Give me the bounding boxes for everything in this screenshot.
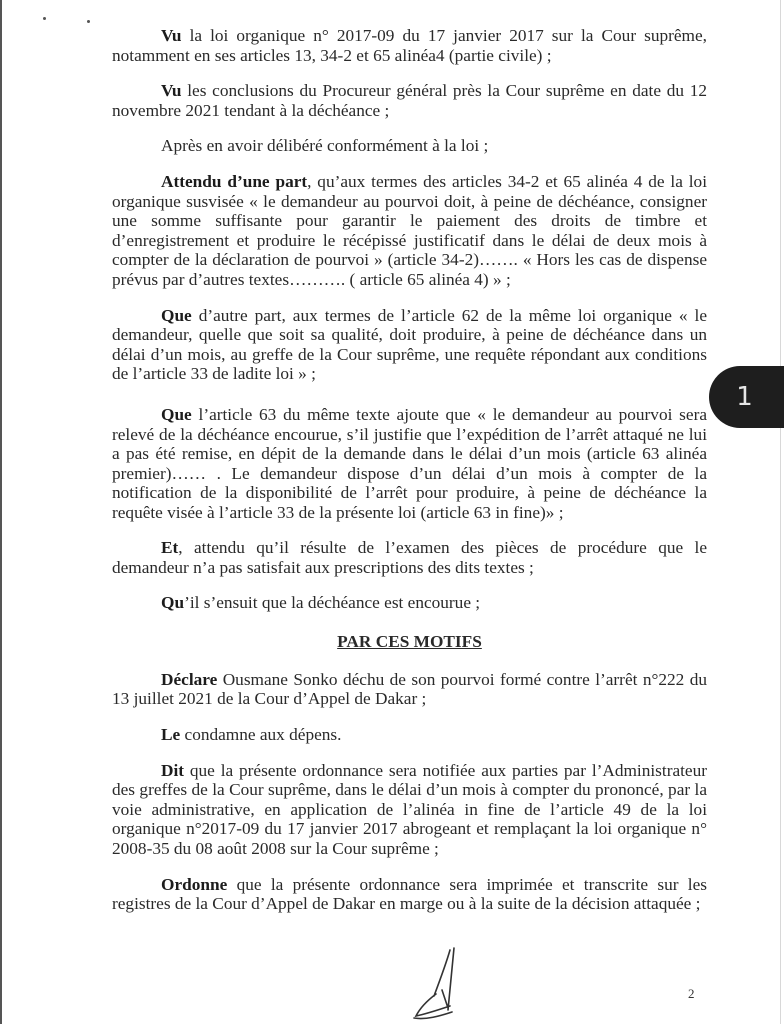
dispositif-ordonne (112, 875, 707, 914)
paragraph-lead: Le (161, 725, 181, 745)
paragraph-qu-il-s-ensuit (112, 593, 707, 613)
paragraph-apres-delibere (112, 136, 707, 156)
paragraph-lead: Vu (161, 26, 182, 45)
paragraph-text: , attendu qu’il résulte de l’examen des pièces de procédure que le demandeur n’a pas satisfait aux prescriptions des dits textes ; (112, 538, 707, 578)
document-page (112, 26, 707, 930)
paragraph-lead: Vu (161, 81, 182, 101)
paragraph-text: , qu’aux termes des articles 34-2 et 65 alinéa 4 de la loi organique susvisée « le demandeur au pourvoi doit, à peine de déchéance, consigner une somme suffisante pour garantir le paiement des droits de timbre et d’enregistrement et produire le récépissé justificatif dans le délai de deux mois à compter de la déclaration de pourvoi » (article 34-2)……. « Hors les cas de dispense prévus par d’autres textes………. ( article 65 alinéa 4) » ; (112, 171, 707, 289)
paragraph-lead: Ordonne (161, 874, 228, 894)
paragraph-lead: Que (161, 404, 192, 424)
paragraph-text: d’autre part, aux termes de l’article 62 de la même loi organique « le demandeur, quelle que soit sa qualité, doit produire, à peine de déchéance dans un délai d’un mois, au greffe de la Cour suprême, une requête répondant aux conditions de l’article 33 de ladite loi » ; (112, 305, 707, 384)
dispositif-dit (112, 761, 707, 859)
paragraph-text: condamne aux dépens. (180, 725, 342, 745)
paragraph-text: que la présente ordonnance sera imprimée et transcrite sur les registres de la Cour d’Appel de Dakar en marge ou à la suite de la décision attaquée ; (112, 874, 707, 914)
signature-mark (406, 944, 486, 1024)
page-left-border (0, 0, 2, 1024)
paragraph-lead: Qu (161, 592, 185, 612)
paragraph-attendu-une-part (112, 172, 707, 290)
paragraph-text: que la présente ordonnance sera notifiée aux parties par l’Administrateur des greffes de la Cour suprême, dans le délai d’un mois à compter du prononcé, par la voie administrative, en application de l’alinéa in fine de l’article 49 de la loi organique n°2017-09 du 17 janvier 2017 abrogeant et remplaçant la loi organique n° 2008-35 du 08 août 2008 sur la Cour suprême ; (112, 760, 707, 858)
dispositif-condamne (112, 725, 707, 745)
page-right-border (780, 0, 781, 1024)
paragraph-text: les conclusions du Procureur général près la Cour suprême en date du 12 novembre 2021 tendant à la déchéance ; (112, 81, 707, 120)
page-indicator-badge[interactable]: 1 (709, 366, 784, 428)
paragraph-lead: Dit (161, 760, 185, 780)
paragraph-vu-loi-organique (112, 26, 707, 65)
paragraph-text: la loi organique n° 2017-09 du 17 janvier 2017 sur la Cour suprême, notamment en ses articles 13, 34-2 et 65 alinéa4 (partie civile) ; (112, 26, 707, 65)
paragraph-text: Après en avoir délibéré conformément à la loi ; (161, 136, 489, 156)
paragraph-lead: Et (161, 538, 179, 558)
paragraph-text: Ousmane Sonko déchu de son pourvoi formé contre l’arrêt n°222 du 13 juillet 2021 de la Cour d’Appel de Dakar ; (112, 669, 707, 709)
paragraph-que-autre-part (112, 306, 707, 384)
dispositif-declare (112, 670, 707, 709)
scan-speck (87, 20, 90, 23)
paragraph-text: ’il s’ensuit que la déchéance est encourue ; (184, 592, 481, 612)
scan-speck (43, 17, 46, 20)
paragraph-lead: Attendu d’une part (161, 171, 308, 191)
page-number: 2 (688, 986, 695, 1001)
paragraph-que-article-63 (112, 405, 707, 523)
paragraph-vu-conclusions (112, 81, 707, 120)
paragraph-lead: Déclare (161, 669, 218, 689)
section-heading: PAR CES MOTIFS (337, 632, 482, 652)
paragraph-text: l’article 63 du même texte ajoute que « le demandeur au pourvoi sera relevé de la déchéance encourue, s’il justifie que l’expédition de l’arrêt attaqué ne lui a pas été remise, en dépit de la demande dans le délai d’un mois (article 63 alinéa premier)…… . Le demandeur dispose d’un délai d’un mois à compter de la notification de la disponibilité de l’arrêt pour produire, à peine de déchéance la requête visée à l’article 33 de la présente loi (article 63 in fine)» ; (112, 404, 707, 522)
paragraph-lead: Que (161, 305, 192, 325)
paragraph-et-attendu (112, 538, 707, 577)
